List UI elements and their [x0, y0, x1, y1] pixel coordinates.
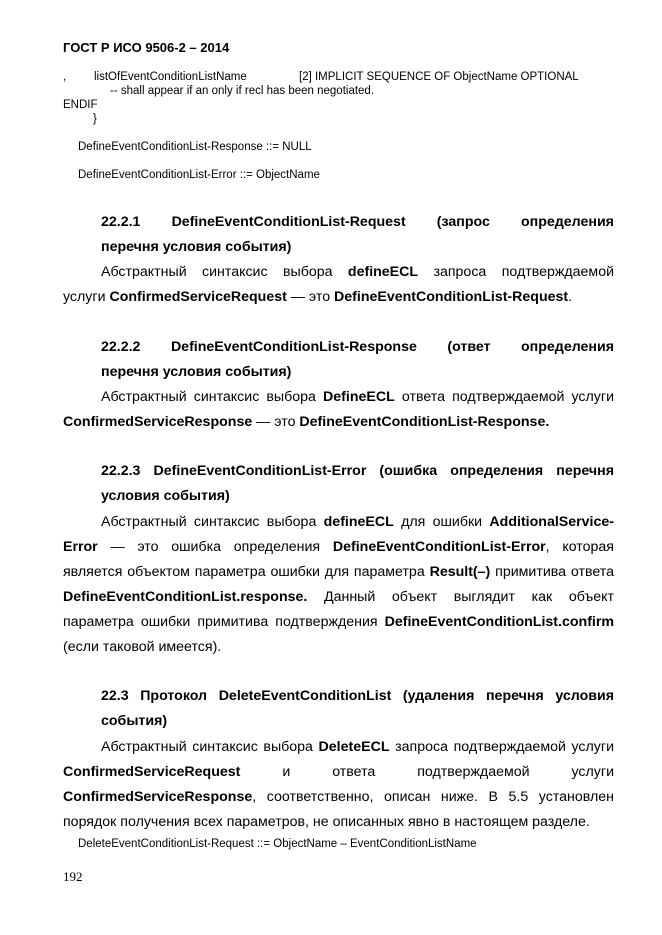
heading-word: определения: [521, 339, 614, 355]
paragraph-22-2-1: [63, 260, 614, 310]
section-heading-22-2-1: [101, 210, 614, 235]
document-header: ГОСТ Р ИСО 9506-2 – 2014: [63, 40, 230, 55]
code-endif: ENDIF: [63, 99, 98, 111]
code-error-def: DefineEventConditionList-Error ::= ObjectName: [78, 169, 320, 181]
heading-word: (запрос: [436, 214, 490, 230]
paragraph-line: ConfirmedServiceResponse — это DefineEventConditionList-Response.: [63, 414, 550, 430]
code-comma: ,: [63, 71, 67, 83]
heading-word: DefineEventConditionList-Response: [170, 339, 417, 355]
paragraph-22-2-2: [63, 385, 614, 435]
code-comment: -- shall appear if an only if recl has been negotiated.: [110, 85, 375, 97]
code-field-type: [2] IMPLICIT SEQUENCE OF ObjectName OPTIONAL: [299, 71, 579, 83]
section-heading-22-2-2-cont: перечня условия события): [101, 364, 292, 380]
heading-word: определения: [520, 214, 614, 230]
paragraph-line: Абстрактный синтаксис выбора defineECL запроса подтверждаемой: [101, 264, 615, 280]
code-close-brace: }: [93, 113, 97, 125]
heading-number: 22.2.2: [101, 339, 141, 355]
heading-word: (ответ: [447, 339, 491, 355]
code-delete-request-def: DeleteEventConditionList-Request ::= ObjectName – EventConditionListName: [78, 838, 477, 850]
paragraph-22-3: [63, 735, 614, 835]
page-number: 192: [63, 869, 83, 884]
section-heading-22-2-3-cont: условия события): [101, 488, 230, 504]
heading-number: 22.2.1: [101, 214, 141, 230]
paragraph-line: Абстрактный синтаксис выбора DefineECL ответа подтверждаемой услуги: [101, 389, 614, 405]
section-heading-22-2-2: [101, 335, 614, 360]
paragraph-text: Абстрактный синтаксис выбора DeleteECL запроса подтверждаемой услуги ConfirmedServiceRequest и ответа подтверждаемой услуги ConfirmedServiceResponse, соответственно, описан ниже. В 5.5 установлен порядок получения всех параметров, не описанных явно в настоящем разделе.: [63, 739, 614, 830]
paragraph-22-2-3: [63, 510, 614, 660]
section-heading-22-2-3: 22.2.3 DefineEventConditionList-Error (ошибка определения перечня: [101, 463, 614, 479]
paragraph-line: услуги ConfirmedServiceRequest — это DefineEventConditionList-Request.: [63, 289, 573, 305]
heading-word: DefineEventConditionList-Request: [171, 214, 406, 230]
section-heading-22-3: 22.3 Протокол DeleteEventConditionList (удаления перечня условия: [101, 688, 614, 704]
section-heading-22-3-cont: события): [101, 713, 168, 729]
paragraph-text: Абстрактный синтаксис выбора defineECL для ошибки AdditionalService-Error — это ошибка определения DefineEventConditionList-Error, которая является объектом параметра ошибки для параметра Result(–) примитива ответа DefineEventConditionList.response. Данный объект выглядит как объект параметра ошибки примитива подтверждения DefineEventConditionList.confirm (если таковой имеется).: [63, 514, 614, 655]
section-heading-22-2-1-cont: перечня условия события): [101, 239, 292, 255]
code-response-def: DefineEventConditionList-Response ::= NULL: [78, 141, 312, 153]
code-field-name: listOfEventConditionListName: [94, 71, 247, 83]
